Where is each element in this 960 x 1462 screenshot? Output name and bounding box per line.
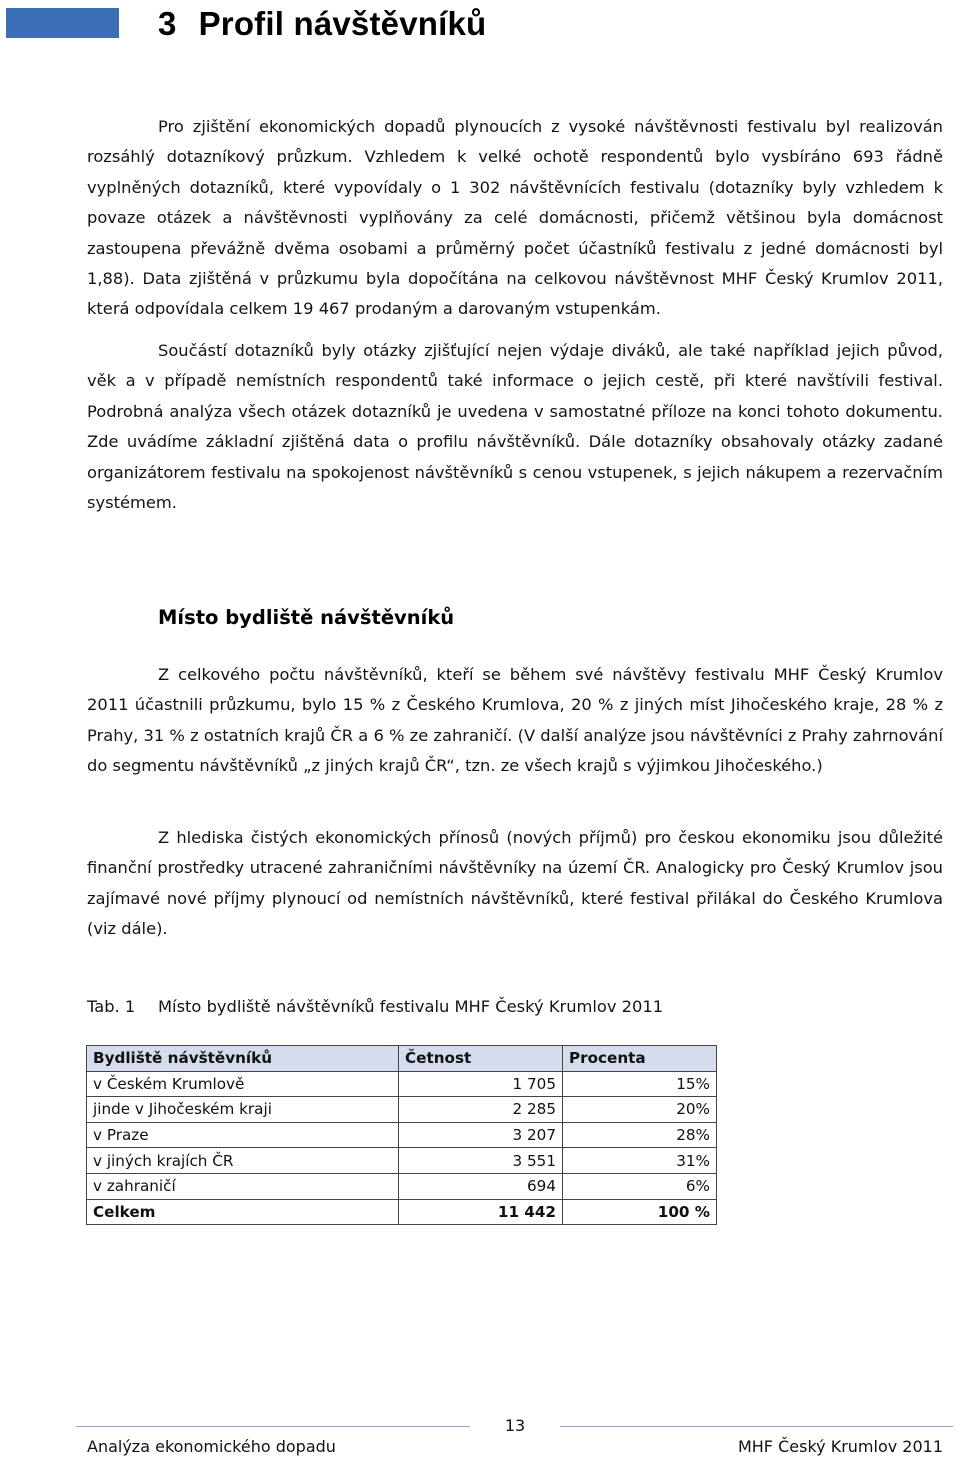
cell-percent: 6% (563, 1173, 717, 1199)
section-heading: Místo bydliště návštěvníků (158, 606, 455, 629)
table-header-row (87, 1046, 717, 1072)
cell-residence: jinde v Jihočeském kraji (87, 1097, 399, 1123)
column-header-percent: Procenta (563, 1046, 717, 1072)
cell-frequency: 3 207 (399, 1122, 563, 1148)
table-row (87, 1071, 717, 1097)
table-row (87, 1097, 717, 1123)
cell-frequency: 694 (399, 1173, 563, 1199)
footer-rule-right (560, 1426, 953, 1427)
chapter-title-text: Profil návštěvníků (198, 5, 487, 42)
table-total-row (87, 1199, 717, 1225)
footer-document-title: Analýza ekonomického dopadu (87, 1437, 336, 1456)
cell-percent: 31% (563, 1148, 717, 1174)
cell-residence: v Praze (87, 1122, 399, 1148)
cell-total-frequency: 11 442 (399, 1199, 563, 1225)
chapter-number: 3 (158, 5, 177, 42)
table-caption-label: Tab. 1 (87, 997, 136, 1016)
page-number: 13 (504, 1416, 526, 1435)
cell-residence: v zahraničí (87, 1173, 399, 1199)
column-header-frequency: Četnost (399, 1046, 563, 1072)
table-row (87, 1148, 717, 1174)
cell-frequency: 2 285 (399, 1097, 563, 1123)
cell-percent: 28% (563, 1122, 717, 1148)
cell-percent: 20% (563, 1097, 717, 1123)
cell-total-percent: 100 % (563, 1199, 717, 1225)
table-caption-text: Místo bydliště návštěvníků festivalu MHF Český Krumlov 2011 (158, 997, 664, 1016)
footer-rule-left (76, 1426, 470, 1427)
cell-total-label: Celkem (87, 1199, 399, 1225)
cell-residence: v jiných krajích ČR (87, 1148, 399, 1174)
table-caption (87, 994, 663, 1020)
cell-percent: 15% (563, 1071, 717, 1097)
chapter-title (158, 2, 486, 46)
footer-event-name: MHF Český Krumlov 2011 (737, 1437, 943, 1456)
cell-frequency: 3 551 (399, 1148, 563, 1174)
table-row (87, 1173, 717, 1199)
residence-table (86, 1045, 717, 1225)
chapter-accent-bar (6, 8, 119, 38)
paragraph-residence-summary: Z celkového počtu návštěvníků, kteří se během své návštěvy festivalu MHF Český Krumlov 2011 účastnili průzkumu, bylo 15 % z Českého Krumlova, 20 % z jiných míst Jihočeského kraje, 28 % z Prahy, 31 % z ostatních krajů ČR a 6 % ze zahraničí. (V další analýze jsou návštěvníci z Prahy zahrnování do segmentu návštěvníků „z jiných krajů ČR“, tzn. ze všech krajů s výjimkou Jihočeského.) (87, 665, 943, 776)
paragraph-survey-contents: Součástí dotazníků byly otázky zjišťující nejen výdaje diváků, ale také například jejich původ, věk a v případě nemístních respondentů také informace o jejich cestě, při které navštívili festival. Podrobná analýza všech otázek dotazníků je uvedena v samostatné příloze na konci tohoto dokumentu. Zde uvádíme základní zjištěná data o profilu návštěvníků. Dále dotazníky obsahovaly otázky zadané organizátorem festivalu na spokojenost návštěvníků s cenou vstupenek, s jejich nákupem a rezervačním systémem. (87, 341, 943, 513)
cell-frequency: 1 705 (399, 1071, 563, 1097)
paragraph-survey-intro: Pro zjištění ekonomických dopadů plynoucích z vysoké návštěvnosti festivalu byl realizován rozsáhlý dotazníkový průzkum. Vzhledem k velké ochotě respondentů bylo vysbíráno 693 řádně vyplněných dotazníků, které vypovídaly o 1 302 návštěvnících festivalu (dotazníky byly vzhledem k povaze otázek a návštěvnosti vyplňovány za celé domácnosti, přičemž většinou byla domácnost zastoupena převážně dvěma osobami a průměrný počet účastníků festivalu z jedné domácnosti byl 1,88). Data zjištěná v průzkumu byla dopočítána na celkovou návštěvnost MHF Český Krumlov 2011, která odpovídala celkem 19 467 prodaným a darovaným vstupenkám. (87, 117, 943, 319)
cell-residence: v Českém Krumlově (87, 1071, 399, 1097)
column-header-residence: Bydliště návštěvníků (87, 1046, 399, 1072)
paragraph-economic-benefits: Z hlediska čistých ekonomických přínosů (nových příjmů) pro českou ekonomiku jsou důležité finanční prostředky utracené zahraničními návštěvníky na území ČR. Analogicky pro Český Krumlov jsou zajímavé nové příjmy plynoucí od nemístních návštěvníků, které festival přilákal do Českého Krumlova (viz dále). (87, 828, 943, 939)
table-row (87, 1122, 717, 1148)
